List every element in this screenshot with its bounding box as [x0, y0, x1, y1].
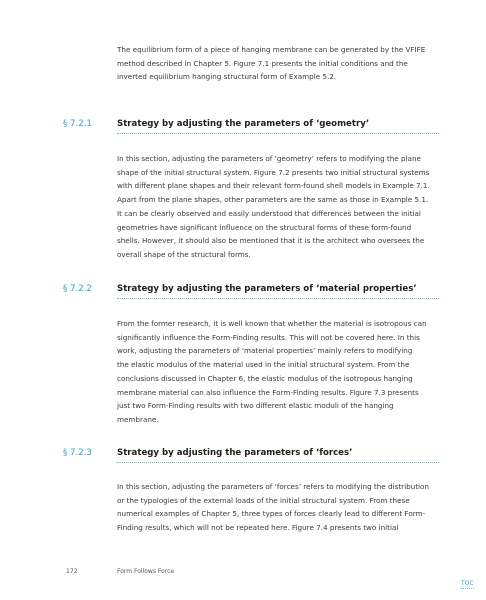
text-line: The equilibrium form of a piece of hanging membrane can be generated by the VFIFE: [117, 45, 426, 54]
dotted-rule: [117, 133, 439, 134]
section-number: § 7.2.3: [63, 448, 92, 458]
text-line: method described in Chapter 5. Figure 7.1 presents the initial conditions and the: [117, 58, 408, 68]
text-line: shape of the initial structural system. Figure 7.2 presents two initial structural systems: [117, 167, 430, 177]
toc-link[interactable]: TOC: [461, 580, 474, 587]
text-line: inverted equilibrium hanging structural form of Example 5.2.: [117, 72, 337, 82]
dotted-rule: [117, 462, 439, 463]
section-number: § 7.2.1: [63, 119, 92, 129]
section-paragraph: [117, 480, 437, 535]
text-line: shells. However, it should also be mentioned that it is the architect who oversees the: [117, 236, 425, 246]
section-title: Strategy by adjusting the parameters of ‘material properties’: [117, 284, 417, 294]
text-line: membrane.: [117, 414, 159, 424]
dotted-rule: [117, 298, 439, 299]
intro-paragraph: [117, 43, 437, 84]
page-number: 172: [66, 568, 78, 575]
text-line: Finding results, which will not be repeated here. Figure 7.4 presents two initial: [117, 523, 399, 533]
text-line: significantly influence the Form-Finding results. This will not be covered here. In this: [117, 332, 420, 342]
text-line: the elastic modulus of the material used in the initial structural system. From the: [117, 360, 410, 370]
section-paragraph: [117, 152, 437, 262]
section-title: Strategy by adjusting the parameters of ‘forces’: [117, 448, 353, 458]
text-line: geometries have significant influence on the structural forms of these form-found: [117, 222, 412, 232]
section-title: Strategy by adjusting the parameters of ‘geometry’: [117, 119, 370, 129]
text-line: From the former research, it is well known that whether the material is isotropous can: [117, 319, 427, 328]
section-heading-7-2-3: [0, 447, 486, 461]
text-line: conclusions discussed in Chapter 6, the elastic modulus of the isotropous hanging: [117, 373, 413, 383]
section-number: § 7.2.2: [63, 284, 92, 294]
text-line: It can be clearly observed and easily understood that differences between the initial: [117, 208, 421, 218]
section-heading-7-2-2: [0, 283, 486, 297]
text-line: numerical examples of Chapter 5, three types of forces clearly lead to different Form-: [117, 509, 426, 519]
text-line: In this section, adjusting the parameters of ‘forces’ refers to modifying the distribution: [117, 482, 429, 491]
running-footer-title: Form Follows Force: [117, 568, 175, 575]
section-heading-7-2-1: [0, 118, 486, 132]
text-line: with different plane shapes and their relevant form-found shell models in Example 7.1.: [117, 181, 430, 191]
text-line: In this section, adjusting the parameters of ‘geometry’ refers to modifying the plane: [117, 154, 421, 163]
text-line: or the typologies of the external loads of the initial structural system. From these: [117, 495, 410, 505]
text-line: just two Form-Finding results with two different elastic moduli of the hanging: [117, 401, 394, 411]
section-paragraph: [117, 317, 437, 427]
text-line: overall shape of the structural forms.: [117, 249, 251, 259]
text-line: Apart from the plane shapes, other parameters are the same as those in Example 5.1.: [117, 195, 429, 205]
text-line: work, adjusting the parameters of ‘material properties’ mainly refers to modifying: [117, 346, 413, 356]
text-line: membrane material can also influence the Form-Finding results. Figure 7.3 presents: [117, 387, 419, 397]
